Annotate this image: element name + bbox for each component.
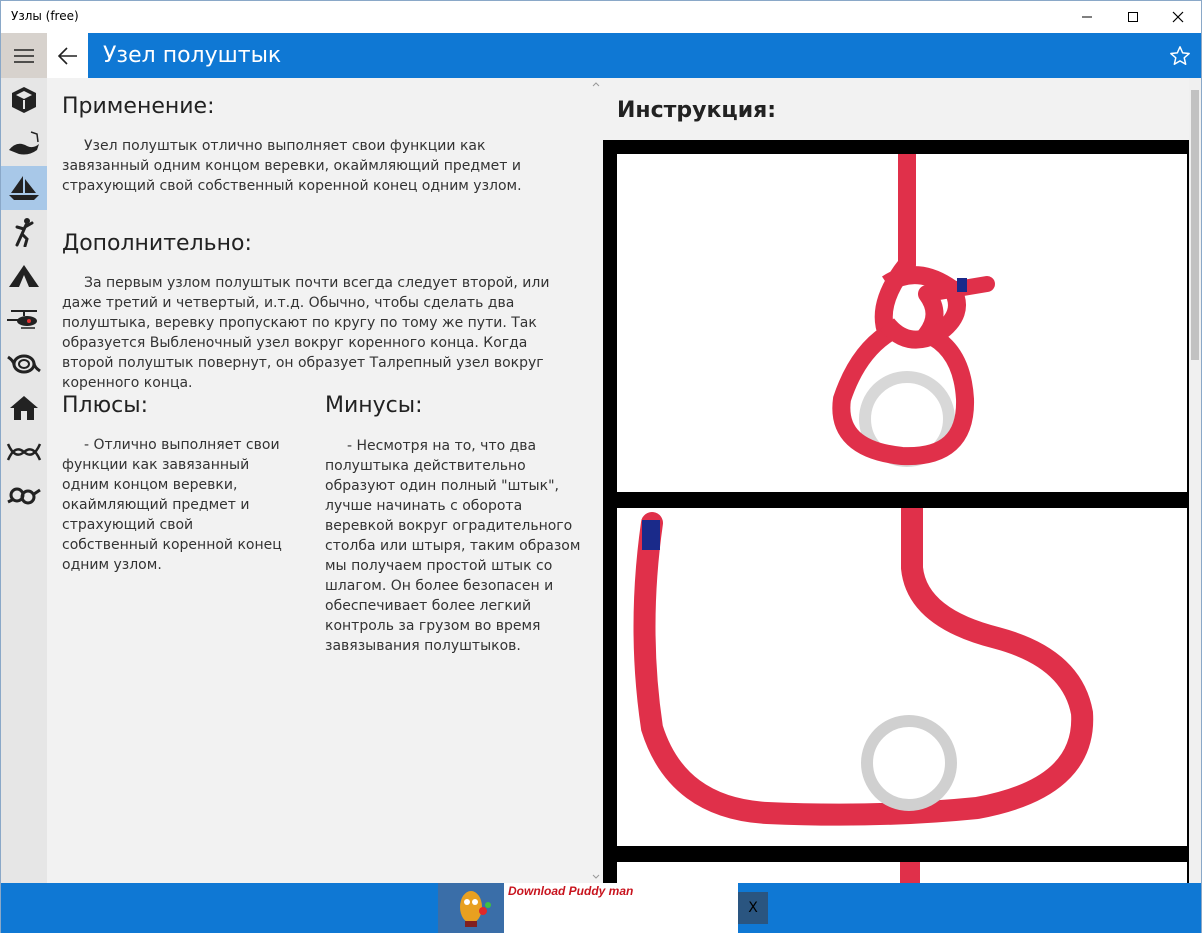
helicopter-icon — [5, 308, 43, 332]
nav-item-camping[interactable] — [1, 254, 47, 298]
cons-heading: Минусы: — [325, 393, 423, 418]
house-icon — [9, 394, 39, 422]
maximize-button[interactable] — [1110, 1, 1156, 33]
braid-icon — [6, 440, 42, 464]
extra-heading: Дополнительно: — [62, 231, 252, 256]
description-pane[interactable] — [47, 78, 603, 883]
star-icon — [1169, 45, 1191, 67]
close-window-button[interactable] — [1155, 1, 1201, 33]
instruction-scrollbar[interactable] — [1189, 78, 1201, 883]
cons-text: - Несмотря на то, что два полуштыка действительно образуют один полный "штык", лучше начинать с оборота веревкой вокруг оградительного столба или штыря, таким образом мы получаем простой штык со шлагом. Он более безопасен и обеспечивает более легкий контроль за грузом во время завязывания полуштыков. — [325, 438, 581, 654]
app-bar — [1, 33, 1201, 78]
page-title: Узел полуштык — [103, 43, 282, 68]
puddy-character-icon — [438, 883, 504, 933]
step-image-1 — [617, 154, 1187, 492]
instruction-heading: Инструкция: — [617, 98, 777, 123]
instruction-images — [603, 140, 1189, 883]
usage-heading: Применение: — [62, 94, 215, 119]
back-arrow-icon — [58, 47, 78, 65]
maximize-icon — [1127, 11, 1139, 23]
description-scrollbar[interactable] — [590, 78, 602, 883]
nav-item-basic[interactable] — [1, 78, 47, 122]
nav-item-household[interactable] — [1, 386, 47, 430]
cube-icon — [11, 86, 37, 114]
climber-icon — [11, 217, 37, 247]
step-image-2 — [617, 508, 1187, 846]
nav-item-fishing[interactable] — [1, 122, 47, 166]
ad-banner[interactable] — [438, 883, 738, 933]
ad-text[interactable]: Download Puddy man — [508, 884, 634, 898]
step-image-3 — [617, 862, 1187, 883]
fishing-icon — [7, 130, 41, 158]
knot-step-3-image — [617, 862, 1187, 883]
pros-text: - Отлично выполняет свои функции как завязанный одним концом веревки, окаймляющий предмет и страхующий свой собственный коренной конец одним узлом. — [62, 437, 282, 573]
pros-heading: Плюсы: — [62, 393, 149, 418]
close-icon — [1172, 11, 1184, 23]
nav-item-other[interactable] — [1, 474, 47, 518]
knot-step-2-image — [617, 508, 1187, 846]
usage-text: Узел полуштык отлично выполняет свои функции как завязанный одним концом веревки, окаймляющий предмет и страхующий свой собственный коренной конец одним узлом. — [62, 138, 522, 194]
nav-item-sailing[interactable] — [1, 166, 47, 210]
ad-thumbnail — [438, 883, 504, 933]
title-bar — [1, 1, 1201, 33]
nav-item-ropes[interactable] — [1, 342, 47, 386]
nav-item-decorative[interactable] — [1, 430, 47, 474]
back-button[interactable] — [47, 33, 88, 78]
minimize-button[interactable] — [1064, 1, 1110, 33]
knot-step-1-image — [617, 154, 1187, 492]
hamburger-icon — [14, 48, 34, 64]
favorite-button[interactable] — [1165, 41, 1195, 71]
knot-icon — [6, 484, 42, 508]
hamburger-menu-button[interactable] — [1, 33, 47, 78]
ad-bar — [1, 883, 1201, 933]
sailboat-icon — [7, 174, 41, 202]
nav-item-rescue[interactable] — [1, 298, 47, 342]
ad-close-button[interactable]: X — [738, 892, 768, 924]
tent-icon — [7, 263, 41, 289]
nav-item-climbing[interactable] — [1, 210, 47, 254]
scrollbar-thumb[interactable] — [1191, 90, 1199, 360]
rope-coil-icon — [6, 351, 42, 377]
extra-text: За первым узлом полуштык почти всегда следует второй, или даже третий и четвертый, и.т.д. Обычно, чтобы сделать два полуштыка, веревку пропускают по кругу по тому же пути. Так образуется Выбленочный узел вокруг коренного конца. Когда второй полуштык повернут, он образует Талрепный узел вокруг коренного конца. — [62, 275, 550, 391]
instruction-pane[interactable] — [603, 78, 1189, 883]
window-title: Узлы (free) — [11, 9, 79, 23]
scroll-arrows-icon — [590, 78, 602, 883]
minimize-icon — [1081, 11, 1093, 23]
sidebar-nav — [1, 78, 47, 883]
